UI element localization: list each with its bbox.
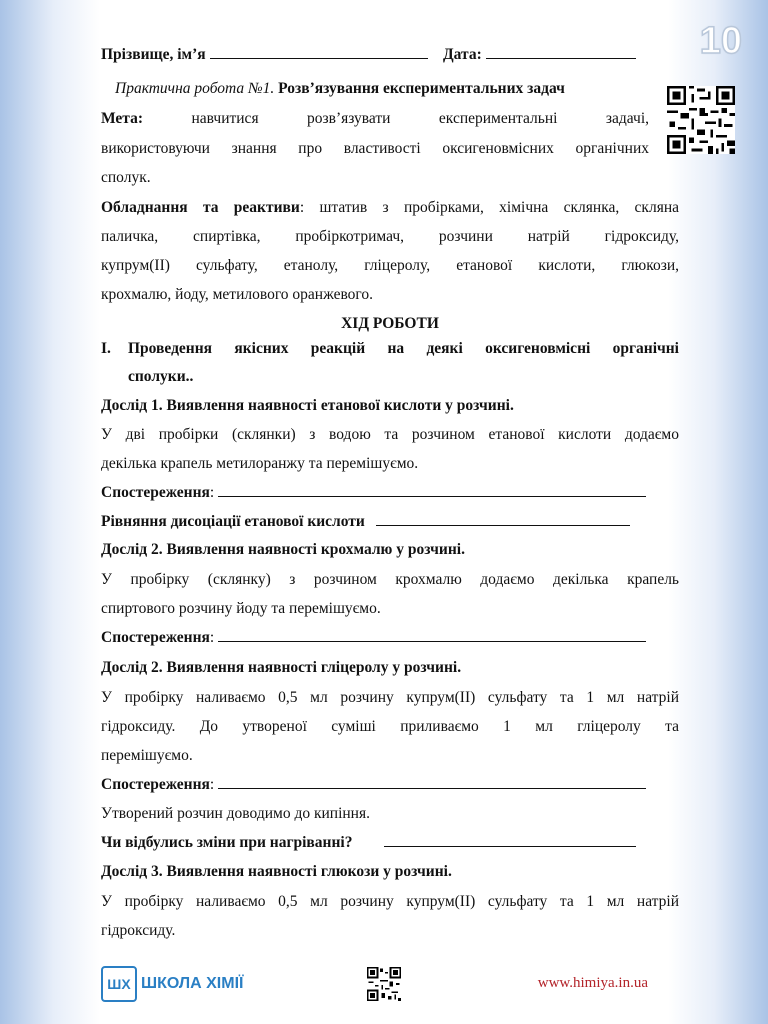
date-label: Дата: (443, 46, 482, 63)
exp1-title: Дослід 1. Виявлення наявності етанової кислоти у розчині. (101, 397, 514, 414)
exp3-boil-text: Утворений розчин доводимо до кипіння. (101, 805, 370, 822)
date-field[interactable] (486, 57, 636, 59)
logo-text: ШКОЛА ХІМІЇ (141, 975, 244, 992)
exp4-line-2: гідроксиду. (101, 922, 176, 939)
exp2-line-2: спиртового розчину йоду та перемішуємо. (101, 600, 381, 617)
work-title: Практична робота №1. Розв’язування експериментальних задач (115, 80, 565, 97)
exp3-observation-row: Спостереження: (101, 776, 646, 794)
goal-label: Мета: (101, 110, 144, 127)
footer-qr-code-icon[interactable] (367, 967, 401, 1001)
equipment-line-2: паличка, спиртівка, пробіркотримач, розчини натрій гідроксиду, (101, 228, 679, 245)
exp3-title: Дослід 2. Виявлення наявності гліцеролу у розчині. (101, 659, 462, 676)
equipment-line-1: Обладнання та реактиви: штатив з пробірками, хімічна склянка, скляна (101, 199, 680, 216)
exp2-observation-row: Спостереження: (101, 629, 646, 647)
page-number: 10 (699, 20, 742, 62)
name-date-row (101, 46, 636, 64)
exp3-observation-field[interactable] (218, 787, 646, 789)
exp3-question: Чи відбулись зміни при нагріванні? (101, 834, 353, 851)
goal-line-1: Мета: навчитися розв’язувати експериментальні задачі, (101, 110, 649, 127)
exp3-question-row (101, 834, 636, 852)
exp1-observation-label: Спостереження (101, 484, 210, 501)
exp2-observation-field[interactable] (218, 640, 646, 642)
exp1-equation-row (101, 513, 630, 531)
qr-code-icon[interactable] (667, 86, 735, 154)
equipment-line-3: купрум(II) сульфату, етанолу, гліцеролу, етанової кислоти, глюкози, (101, 257, 679, 274)
goal-line-3: сполук. (101, 169, 151, 186)
exp3-line-3: перемішуємо. (101, 747, 193, 764)
exp1-line-1: У дві пробірки (склянки) з водою та розчином етанової кислоти додаємо (101, 426, 679, 443)
exp2-title: Дослід 2. Виявлення наявності крохмалю у розчині. (101, 541, 465, 558)
logo-badge-icon: ШХ (101, 966, 137, 1002)
exp3-observation-label: Спостереження (101, 776, 210, 793)
exp1-equation-field[interactable] (376, 524, 630, 526)
exp2-line-1: У пробірку (склянку) з розчином крохмалю додаємо декілька крапель (101, 571, 679, 588)
exp1-observation-row: Спостереження: (101, 484, 646, 502)
exp3-answer-field[interactable] (384, 845, 636, 847)
exp1-observation-field[interactable] (218, 495, 646, 497)
procedure-heading: ХІД РОБОТИ (341, 315, 439, 332)
goal-line-2: використовуючи знання про властивості оксигеновмісних органічних (101, 140, 649, 157)
equipment-label: Обладнання та реактиви (101, 199, 300, 216)
exp2-observation-label: Спостереження (101, 629, 210, 646)
exp1-line-2: декілька крапель метилоранжу та перемішуємо. (101, 455, 419, 472)
section-1-heading-cont: сполуки.. (128, 368, 194, 385)
exp4-title: Дослід 3. Виявлення наявності глюкози у розчині. (101, 863, 452, 880)
name-field[interactable] (210, 57, 428, 59)
exp3-line-1: У пробірку наливаємо 0,5 мл розчину купрум(II) сульфату та 1 мл натрій (101, 689, 679, 706)
equipment-line-4: крохмалю, йоду, метилового оранжевого. (101, 286, 374, 303)
exp3-line-2: гідроксиду. До утвореної суміші приливаємо 1 мл гліцеролу та (101, 718, 679, 735)
name-label: Прізвище, ім’я (101, 46, 206, 63)
exp1-equation-label: Рівняння дисоціації етанової кислоти (101, 513, 365, 530)
school-logo[interactable] (101, 966, 243, 1002)
website-link[interactable]: www.himiya.in.ua (537, 975, 648, 991)
section-1-heading: I. Проведення якісних реакцій на деякі оксигеновмісні органічні (101, 340, 679, 357)
exp4-line-1: У пробірку наливаємо 0,5 мл розчину купрум(II) сульфату та 1 мл натрій (101, 893, 679, 910)
